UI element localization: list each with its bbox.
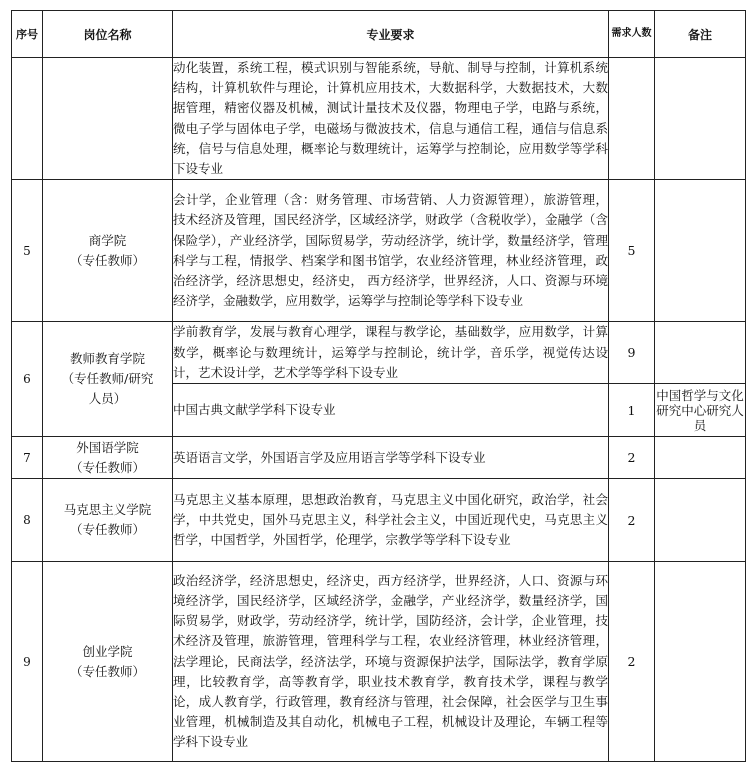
header-count-text: 需求人数 [611, 28, 652, 39]
post-line: （专任教师） [69, 252, 145, 268]
header-count [609, 11, 655, 58]
post-line: （专任教师/研究 [61, 371, 154, 387]
recruitment-table [11, 10, 746, 762]
row-requirements: 英语语言文学，外国语言学及应用语言学等学科下设专业 [173, 437, 609, 479]
post-line: （专任教师） [69, 459, 145, 475]
row-count: 9 [609, 322, 655, 384]
header-req [173, 11, 609, 58]
row-count: 5 [609, 180, 655, 322]
row-note [655, 479, 746, 562]
table-row [12, 180, 746, 322]
post-line: 人员） [88, 391, 127, 407]
post-line: （专任教师） [69, 663, 145, 679]
row-requirements: 政治经济学，经济思想史，经济史，西方经济学，世界经济，人口、资源与环境经济学，国民经济学，区域经济学，金融学，产业经济学，数量经济学，国际贸易学，财政学，劳动经济学，统计学，国防经济，会计学，企业管理，技术经济及管理，旅游管理，管理科学与工程，农业经济管理，林业经济管理，法学理论，民商法学，经济法学，环境与资源保护法学，国际法学，教育学原理，比较教育学，高等教育学，职业技术教育学，教育技术学，课程与教学论，成人教育学，行政管理，教育经济与管理，社会保障，社会医学与卫生事业管理，机械制造及其自动化，机械电子工程，机械设计及理论，车辆工程等学科下设专业 [173, 562, 609, 762]
row-count: 2 [609, 562, 655, 762]
post-line: 马克思主义学院 [63, 502, 152, 518]
post-line: 创业学院 [82, 643, 133, 659]
header-req-text: 专业要求 [366, 27, 415, 42]
header-note [655, 11, 746, 58]
row-seq: 9 [12, 562, 43, 762]
row-count [609, 58, 655, 180]
row-post [43, 180, 173, 322]
row-requirements: 学前教育学，发展与教育心理学，课程与教学论，基础数学，应用数学，计算数学，概率论与数理统计，运筹学与控制论，统计学，音乐学，视觉传达设计，艺术设计学，艺术学等学科下设专业 [173, 322, 609, 384]
row-count: 2 [609, 479, 655, 562]
row-count: 1 [609, 384, 655, 437]
row-count: 2 [609, 437, 655, 479]
header-seq [12, 11, 43, 58]
row-seq: 7 [12, 437, 43, 479]
row-seq [12, 58, 43, 180]
row-post [43, 322, 173, 437]
post-line: 商学院 [88, 232, 127, 248]
post-line: 外国语学院 [76, 439, 139, 455]
row-post [43, 562, 173, 762]
row-note [655, 58, 746, 180]
table-row [12, 437, 746, 479]
row-post [43, 437, 173, 479]
row-requirements: 中国古典文献学学科下设专业 [173, 384, 609, 437]
table-row [12, 562, 746, 762]
header-post-text: 岗位名称 [83, 27, 132, 42]
row-requirements: 会计学，企业管理（含：财务管理、市场营销、人力资源管理），旅游管理， 技术经济及管理，国民经济学，区域经济学，财政学（含税收学），金融学（含保险学），产业经济学，国际贸易学，劳动经济学，统计学，数量经济学，管理科学与工程，情报学、档案学和图书馆学，农业经济管理，林业经济管理，政治经济学，经济思想史，经济史， 西方经济学，世界经济，人口、资源与环境经济学，金融数学，应用数学，运筹学与控制论等学科下设专业 [173, 180, 609, 322]
row-note [655, 322, 746, 384]
row-note: 中国哲学与文化研究中心研究人员 [655, 384, 746, 437]
row-note [655, 562, 746, 762]
row-note [655, 180, 746, 322]
row-requirements: 马克思主义基本原理，思想政治教育，马克思主义中国化研究，政治学，社会学，中共党史，国外马克思主义，科学社会主义，中国近现代史，马克思主义哲学，中国哲学，外国哲学，伦理学，宗教学等学科下设专业 [173, 479, 609, 562]
row-seq: 5 [12, 180, 43, 322]
row-seq: 6 [12, 322, 43, 437]
row-requirements: 动化装置，系统工程，模式识别与智能系统，导航、制导与控制，计算机系统结构，计算机软件与理论，计算机应用技术，大数据科学，大数据技术，大数据管理，精密仪器及机械，测试计量技术及仪器，物理电子学，电路与系统，微电子学与固体电子学，电磁场与微波技术，信息与通信工程，通信与信息系统，信号与信息处理，概率论与数理统计，运筹学与控制论，应用数学等学科下设专业 [173, 58, 609, 180]
post-line: （专任教师） [69, 522, 145, 538]
header-row [12, 11, 746, 58]
row-note [655, 437, 746, 479]
post-line: 教师教育学院 [69, 351, 145, 367]
row-post [43, 479, 173, 562]
table-row [12, 479, 746, 562]
header-post [43, 11, 173, 58]
header-seq-text: 序号 [16, 27, 38, 41]
header-note-text: 备注 [687, 27, 712, 42]
table-row [12, 58, 746, 180]
row-seq: 8 [12, 479, 43, 562]
table-row [12, 322, 746, 384]
row-post [43, 58, 173, 180]
